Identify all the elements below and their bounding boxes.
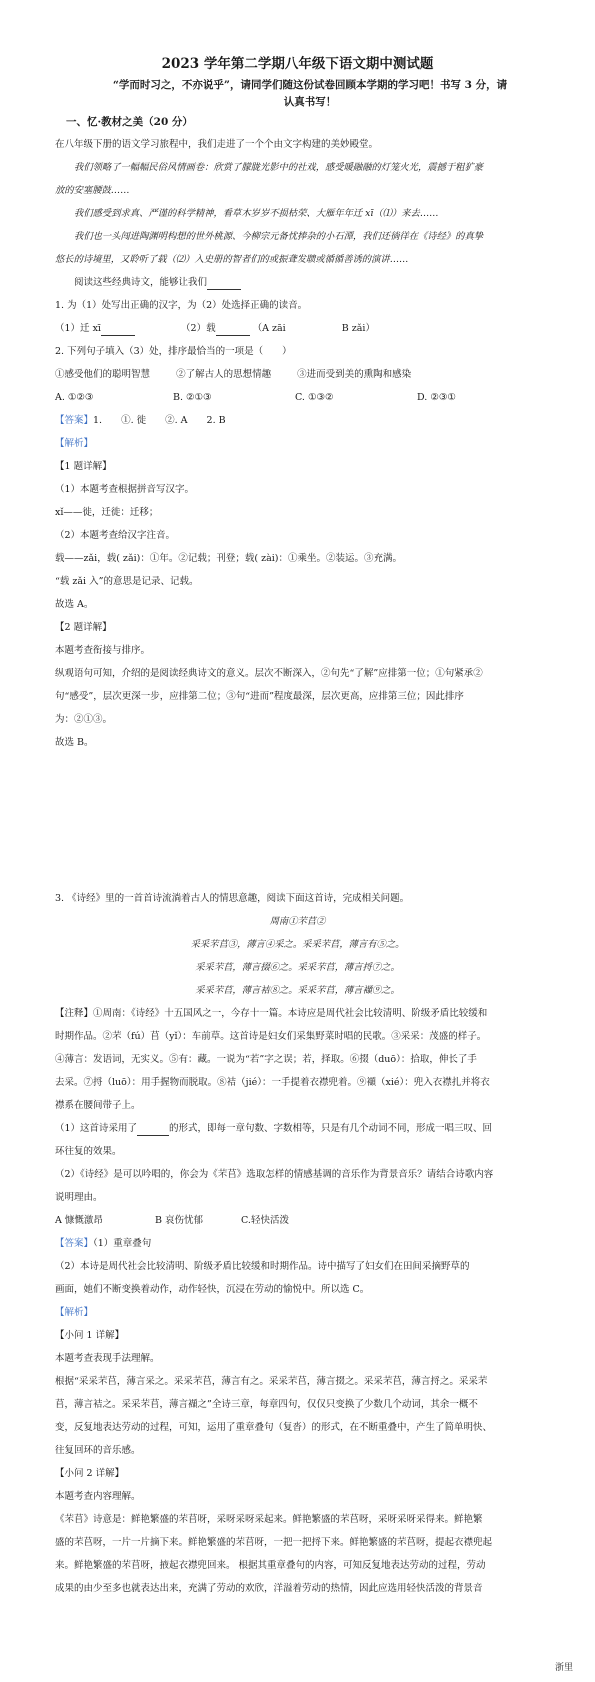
note-line: 襟系在腰间带子上。: [55, 1100, 141, 1111]
section-heading: 一、忆·教材之美（20 分）: [66, 116, 193, 128]
subq-2-line: 《芣苢》诗意是：鲜艳繁盛的芣苢呀，采呀采呀采起来。鲜艳繁盛的芣苢呀，采呀采呀采得来。鲜艳繁: [55, 1514, 483, 1525]
page-title: 2023 学年第二学期八年级下语文期中测试题: [161, 56, 434, 72]
subq-1-line: 变，反复地表达劳动的过程，可知，运用了重章叠句（复沓）的形式，在不断重叠中，产生了简单明快、: [55, 1422, 493, 1433]
subq-2-line: 本题考查内容理解。: [55, 1491, 141, 1502]
analysis-label: 【解析】: [55, 438, 94, 449]
answer-3: 【答案】（1）重章叠句: [55, 1238, 152, 1249]
question-3-1-cont: 环往复的效果。: [55, 1146, 122, 1157]
subq-1-line: 根据“采采芣苢，薄言采之。采采芣苢，薄言有之。采采芣苢，薄言掇之。采采芣苢，薄言捋之。采采芣: [55, 1376, 488, 1387]
question-2-items: ①感受他们的聪明智慧 ②了解古人的思想情趣 ③进而受到美的熏陶和感染: [55, 369, 412, 380]
detail-2-line: 为：②①③。: [55, 714, 113, 725]
subtitle-line-2: 认真书写！: [283, 96, 337, 108]
answer-1: 【答案】1. ①. 徙 ②. A 2. B: [55, 415, 226, 426]
detail-1-heading: 【1 题详解】: [55, 461, 112, 472]
subq-1-line: 往复回环的音乐感。: [55, 1445, 141, 1456]
question-3-2-options: A 慷慨激昂 B 哀伤忧郁 C.轻快活泼: [55, 1215, 289, 1226]
detail-1-line: （1）本题考查根据拼音写汉字。: [55, 484, 195, 495]
question-3-2-cont: 说明理由。: [55, 1192, 103, 1203]
poem-line: 采采芣苢，薄言掇⑥之。采采芣苢，薄言捋⑦之。: [195, 962, 400, 973]
paragraph-3b: 悠长的诗境里，又聆听了载（⑵）入史册的智者们的或振聋发聩或循循善诱的演讲……: [55, 254, 409, 265]
detail-2-line: 本题考查衔接与排序。: [55, 645, 151, 656]
answer-3-line: 画面，她们不断变换着动作，动作轻快，沉浸在劳动的愉悦中。所以选 C。: [55, 1284, 370, 1295]
detail-1-line: 载——zǎi，载( zǎi)：①年。②记载；刊登；载( zài)：①乘坐。②装运。③充满。: [55, 553, 402, 564]
detail-1-line: 故选 A。: [55, 599, 94, 610]
paragraph-4: 阅读这些经典诗文，能够让我们: [74, 277, 574, 290]
subtitle-line-1: “学而时习之，不亦说乎”，请同学们随这份试卷回顾本学期的学习吧！书写 3 分，请: [112, 79, 508, 91]
poem-line: 采采芣苢③，薄言④采之。采采芣苢，薄言有⑤之。: [190, 939, 405, 950]
paragraph-1b: 放的安塞腰鼓……: [55, 185, 130, 196]
note-line: 时期作品。②芣（fú）苢（yǐ）：车前草。这首诗是妇女们采集野菜时唱的民歌。③采采：茂盛的样子。: [55, 1031, 487, 1042]
detail-2-line: 故选 B。: [55, 737, 94, 748]
paragraph-3a: 我们也一头闯进陶渊明构想的世外桃源、今柳宗元备忧捧杂的小石潭，我们还徜徉在《诗经》的真挚: [74, 231, 484, 242]
subq-1-heading: 【小问 1 详解】: [55, 1330, 125, 1341]
analysis-label: 【解析】: [55, 1307, 94, 1318]
detail-2-line: 纵观语句可知，介绍的是阅读经典诗文的意义。层次不断深入，②句先“了解”应排第一位；①句紧承②: [55, 668, 483, 679]
question-1-options: （1）迁 xī （2）载 （A zāi B zǎi）: [55, 323, 375, 334]
paragraph-1a: 我们领略了一幅幅民俗风情画卷：欣赏了朦胧光影中的社戏，感受暖融融的灯笼火光，震撼于粗犷豪: [74, 162, 484, 173]
note-line: 【注释】①周南：《诗经》十五国风之一，今存十一篇。本诗应是周代社会比较清明、阶级矛盾比较缓和: [55, 1008, 488, 1019]
subq-2-line: 来。鲜艳繁盛的芣苢呀，掖起衣襟兜回来。 根据其重章叠句的内容，可知反复地表达劳动的过程，劳动: [55, 1560, 486, 1571]
note-line: ④薄言：发语词，无实义。⑤有：藏。一说为“若”字之误；若，择取。⑥掇（duō）：拾取，伸长了手: [55, 1054, 477, 1065]
subq-2-heading: 【小问 2 详解】: [55, 1468, 125, 1479]
answer-blank: [101, 323, 135, 336]
question-1: 1. 为（1）处写出正确的汉字，为（2）处选择正确的读音。: [55, 300, 308, 311]
detail-1-line: xǐ——徙，迁徙：迁移；: [55, 507, 159, 518]
detail-2-line: 句“感受”，层次更深一步，应排第二位；③句“进而”程度最深，层次更高，应排第三位；因此排序: [55, 691, 464, 702]
answer-blank: [207, 277, 241, 290]
question-3-1: （1）这首诗采用了 的形式，即每一章句数、字数相等，只是有几个动词不同，形成一唱三叹、回: [55, 1123, 493, 1134]
footer-watermark: 浙里: [554, 1663, 573, 1673]
question-3-2: （2）《诗经》是可以吟唱的，你会为《芣苢》选取怎样的情感基调的音乐作为背景音乐？请结合诗歌内容: [55, 1169, 494, 1180]
subq-1-line: 苢，薄言袺之。采采芣苢，薄言襭之”全诗三章，每章四句，仅仅只变换了少数几个动词，其余一概不: [55, 1399, 478, 1410]
subq-2-line: 成果的由少至多也就表达出来，充满了劳动的欢欣，洋溢着劳动的热情，因此应选用轻快活泼的背景音: [55, 1583, 483, 1594]
answer-3-line: （2）本诗是周代社会比较清明、阶级矛盾比较缓和时期作品。诗中描写了妇女们在田间采摘野草的: [55, 1261, 470, 1272]
question-2: 2. 下列句子填入（3）处，排序最恰当的一项是（ ）: [55, 346, 292, 357]
detail-1-line: （2）本题考查给汉字注音。: [55, 530, 176, 541]
subq-2-line: 盛的芣苢呀，一片一片摘下来。鲜艳繁盛的芣苢呀，一把一把捋下来。鲜艳繁盛的芣苢呀，提起衣襟兜起: [55, 1537, 493, 1548]
answer-blank: [137, 1123, 169, 1136]
poem-title: 周南①芣苢②: [269, 916, 326, 927]
note-line: 去采。⑦捋（luō）：用手握物而脱取。⑧袺（jié）：一手提着衣襟兜着。⑨襭（xié）：兜入衣襟扎并将衣: [55, 1077, 490, 1088]
question-2-choices: A. ①②③ B. ②①③ C. ①③② D. ②③①: [55, 392, 456, 403]
poem-line: 采采芣苢，薄言袺⑧之。采采芣苢，薄言襭⑨之。: [195, 985, 400, 996]
detail-1-line: “载 zǎi 入”的意思是记录、记载。: [55, 576, 199, 587]
subq-1-line: 本题考查表现手法理解。: [55, 1353, 160, 1364]
question-3: 3. 《诗经》里的一首首诗流淌着古人的情思意趣，阅读下面这首诗，完成相关问题。: [55, 893, 410, 904]
detail-2-heading: 【2 题详解】: [55, 622, 112, 633]
intro-text: 在八年级下册的语文学习旅程中，我们走进了一个个由文字构建的美妙殿堂。: [55, 139, 379, 150]
paragraph-2: 我们感受到求真、严谨的科学精神，看草木岁岁不损枯荣、大雁年年迁 xī（⑴）来去……: [74, 208, 439, 219]
page-subtitle: [70, 77, 550, 111]
answer-blank: [216, 323, 250, 336]
